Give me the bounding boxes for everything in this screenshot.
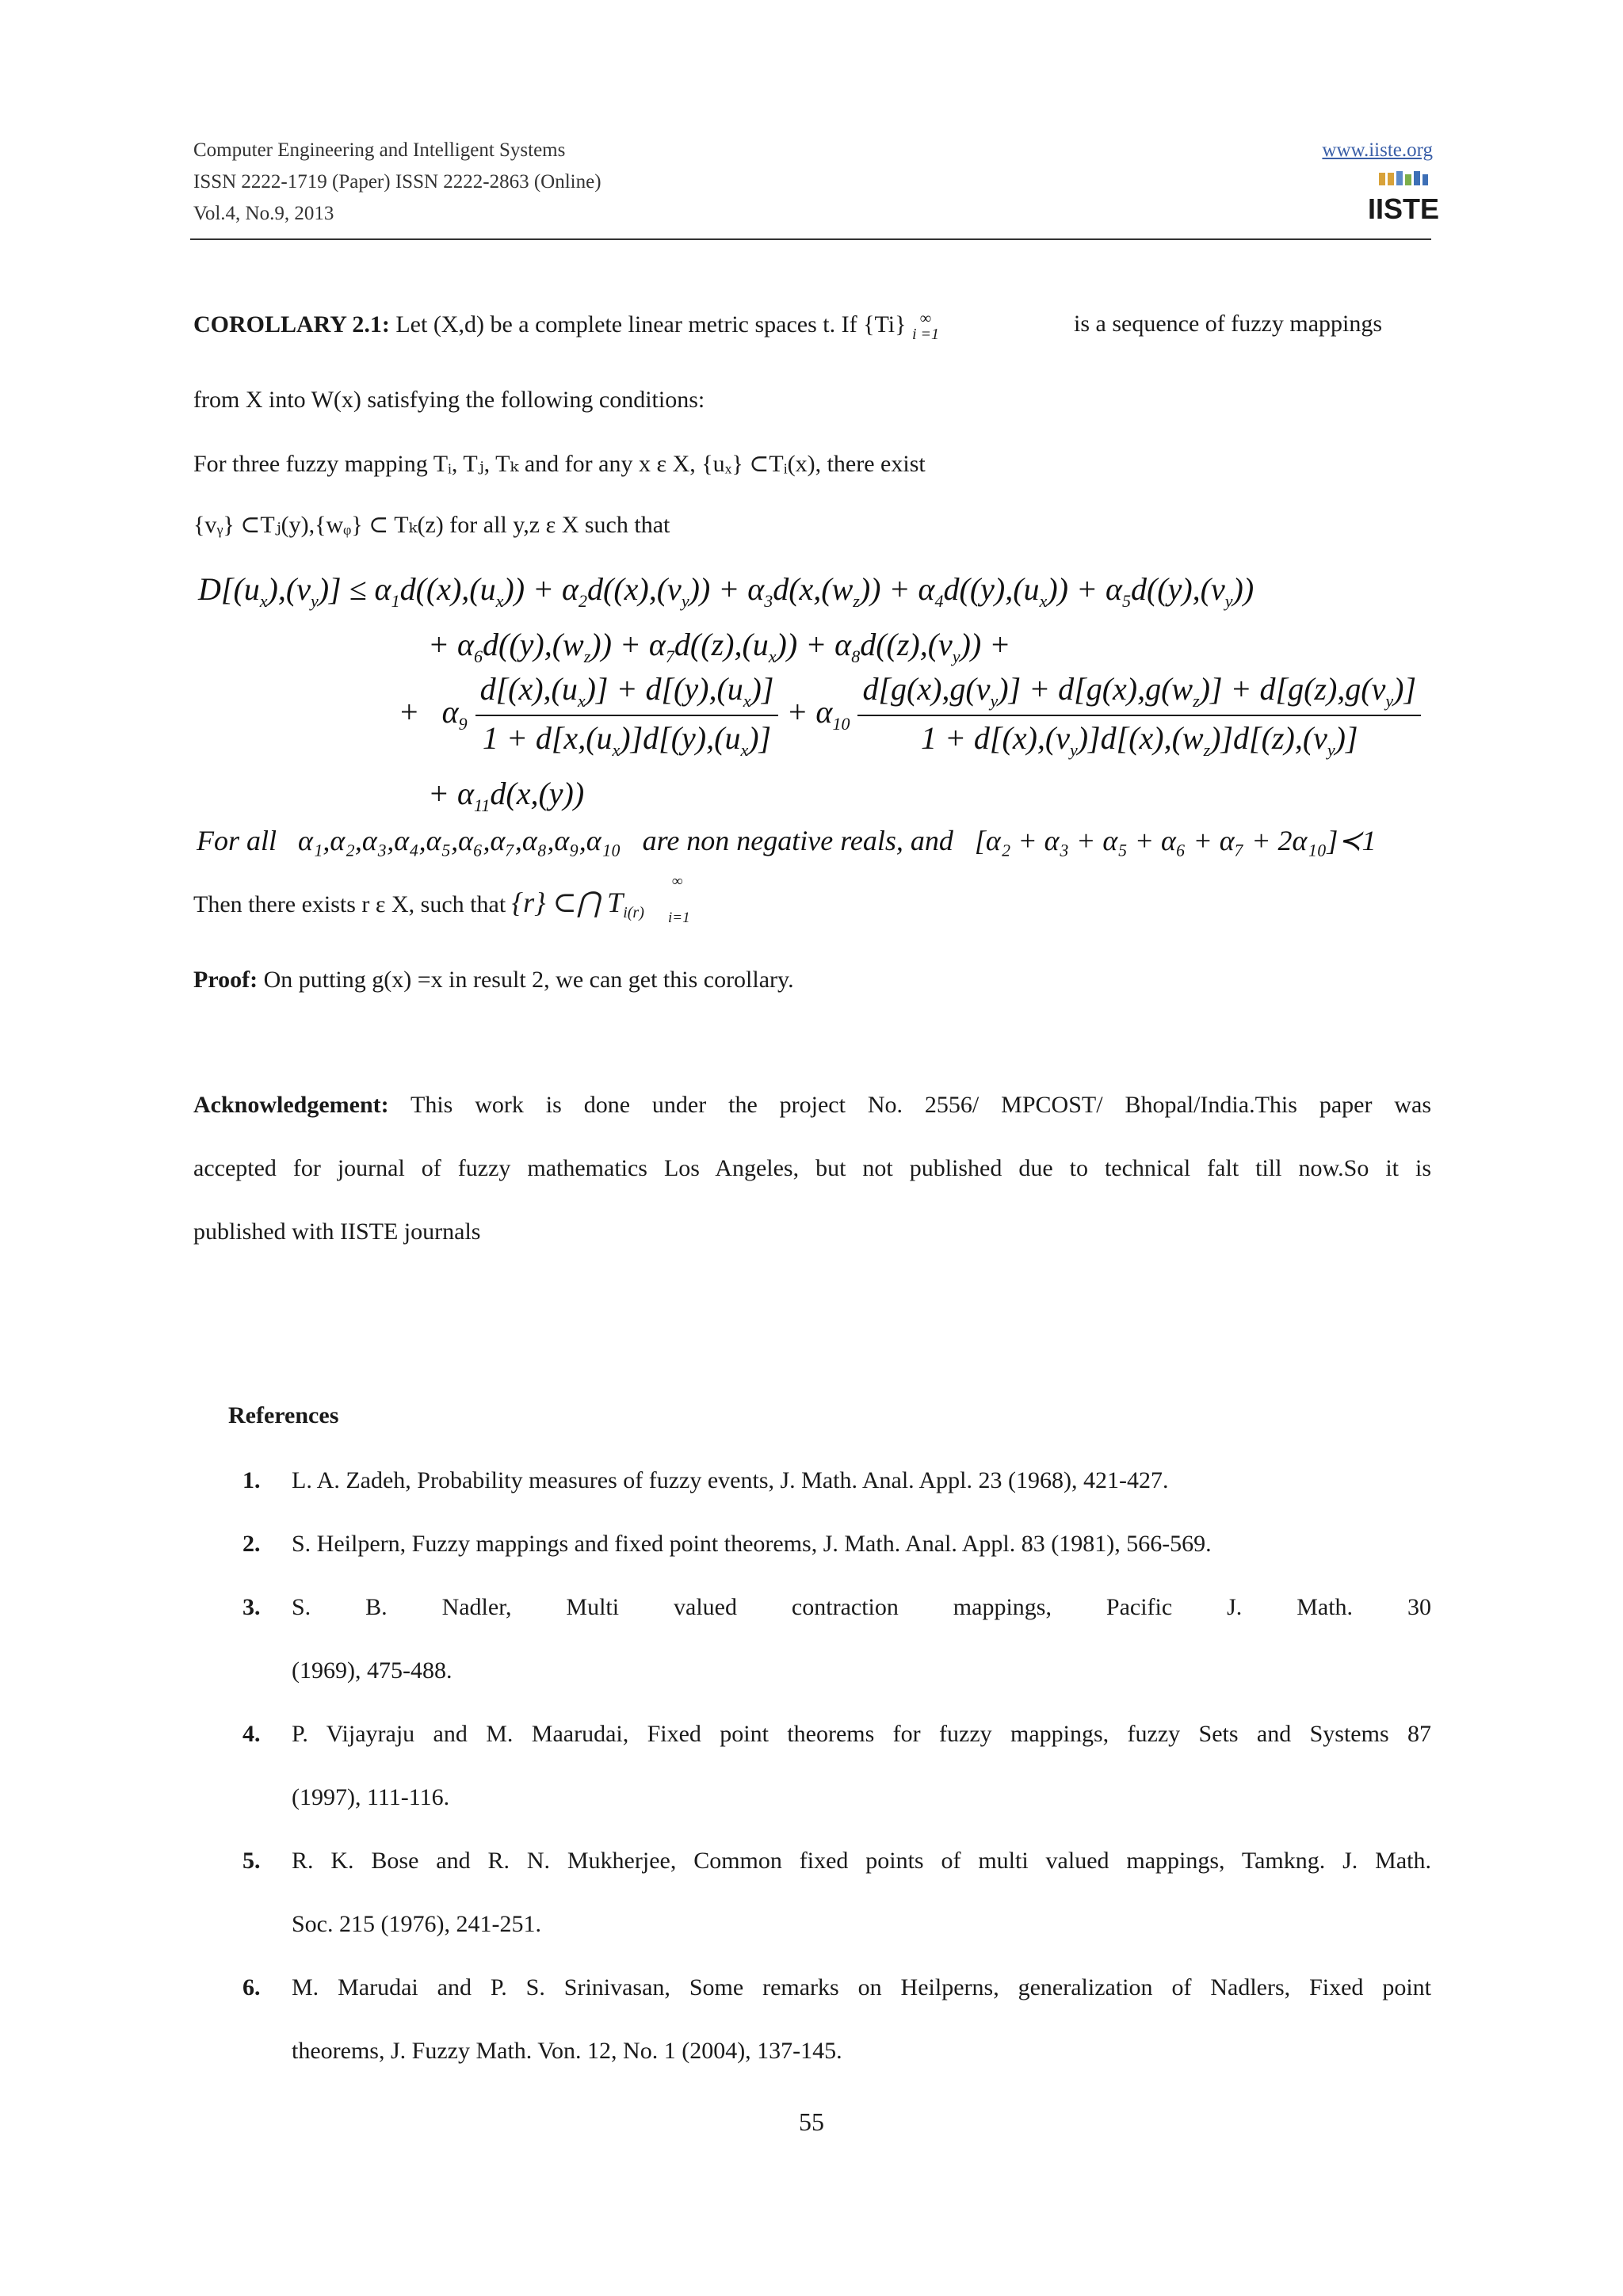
then-line (193, 886, 644, 922)
proof-label: Proof: (193, 967, 258, 993)
inequality-line-4: + $\alpha_{11}d(x,(y))$ (428, 776, 585, 815)
journal-url-link[interactable]: www.iiste.org (1322, 139, 1433, 161)
ack-line-1 (193, 1092, 1431, 1119)
corollary-label: COROLLARY 2.1: (193, 311, 390, 338)
ref-4-text-1: P. Vijayraju and M. Maarudai, Fixed point theorems for fuzzy mappings, fuzzy Sets and Systems 87 (292, 1721, 1431, 1747)
ack-label: Acknowledgement: (193, 1092, 389, 1118)
journal-title: Computer Engineering and Intelligent Systems (193, 139, 566, 161)
nonneg-text: are non negative reals, and (642, 825, 953, 856)
then-math-sub: i(r) (623, 904, 644, 921)
ref-2-text: S. Heilpern, Fuzzy mappings and fixed point theorems, J. Math. Anal. Appl. 83 (1981), 566-569. (292, 1531, 1212, 1557)
then-lower: i=1 (668, 910, 690, 926)
seq-sub: i =1 (911, 326, 940, 343)
ref-4-text-2: (1997), 111-116. (292, 1784, 450, 1810)
proof-text: On putting g(x) =x in result 2, we can get this corollary. (258, 967, 794, 993)
ref-5-text-1: R. K. Bose and R. N. Mukherjee, Common fixed points of multi valued mappings, Tamkng. J. Math. (292, 1848, 1431, 1874)
for-all-text: For all (197, 825, 277, 856)
ref-1-text: L. A. Zadeh, Probability measures of fuzzy events, J. Math. Anal. Appl. 23 (1968), 421-427. (292, 1467, 1169, 1493)
then-sup: ∞ (672, 873, 683, 890)
ref-3-text-1: S. B. Nadler, Multi valued contraction mappings, Pacific J. Math. 30 (292, 1594, 1431, 1620)
alpha-list: α₁,α₂,α₃,α₄,α₅,α₆,α₇,α₈,α₉,α₁₀ (298, 825, 621, 856)
references-title: References (228, 1402, 339, 1428)
ref-5-number: 5. (242, 1848, 261, 1874)
ref-5-text-2: Soc. 215 (1976), 241-251. (292, 1911, 541, 1937)
ref-2-number: 2. (242, 1531, 261, 1557)
proof-paragraph (193, 967, 794, 994)
ref-6-text-1: M. Marudai and P. S. Srinivasan, Some remarks on Heilperns, generalization of Nadlers, Fixed point (292, 1974, 1431, 2000)
header-rule (190, 238, 1431, 240)
corollary-text: Let (X,d) be a complete linear metric spaces t. If {Ti} (389, 311, 907, 338)
ack-line-3: published with IISTE journals (193, 1219, 481, 1245)
issn-line: ISSN 2222-1719 (Paper) ISSN 2222-2863 (Online) (193, 171, 601, 193)
volume-line: Vol.4, No.9, 2013 (193, 203, 334, 224)
ref-3-text-2: (1969), 475-488. (292, 1657, 453, 1684)
inequality-line-3: + $\alpha_9$ $\frac{d[(x),(u_x)] + d[(y),(u_x)]}{1 + d[x,(u_x)]d[(y),(u_x)]}$ + $\alpha_{10}$ $\frac{d[g(x),g(v_y)] + d[g(x),g(w_z)] + d[g(z),g(v_y)]}{1 + d[(x),(v_y)]d[(x),(w_z)]d[(z),(v_y)]}$ (400, 670, 1421, 761)
ack-text-1: This work is done under the project No. 2556/ MPCOST/ Bhopal/India.This paper was (388, 1092, 1431, 1118)
ref-4-number: 4. (242, 1721, 261, 1747)
iiste-logo-icon (1367, 170, 1440, 225)
corollary-line-2: from X into W(x) satisfying the following conditions: (193, 387, 705, 413)
page-number: 55 (799, 2107, 824, 2136)
then-math: {r} ⊂⋂ T (511, 887, 624, 918)
corollary-line-3: For three fuzzy mapping Tᵢ, Tⱼ, Tₖ and for any x ε X, {uₓ} ⊂Tᵢ(x), there exist (193, 451, 926, 477)
seq-sup: ∞ (919, 310, 932, 327)
ref-3-number: 3. (242, 1594, 261, 1620)
ref-6-number: 6. (242, 1974, 261, 2000)
corollary-line-1-end: is a sequence of fuzzy mappings (1074, 311, 1383, 337)
ref-6-text-2: theorems, J. Fuzzy Math. Von. 12, No. 1 (2004), 137-145. (292, 2038, 842, 2064)
then-text: Then there exists r ε X, such that (193, 891, 506, 917)
conditions-line (197, 824, 1377, 857)
alpha-condition: [α₂ + α₃ + α₅ + α₆ + α₇ + 2α₁₀]≺1 (974, 825, 1377, 856)
logo-text: IISTE (1367, 193, 1440, 225)
inequality-line-2: + $\alpha_6d((y),(w_z)) + \alpha_7d((z),(u_x)) + \alpha_8d((z),(v_y))$ + (428, 627, 1011, 666)
corollary-line-1 (193, 311, 939, 342)
ack-line-2: accepted for journal of fuzzy mathematics Los Angeles, but not published due to technical falt till now.So it is (193, 1155, 1431, 1181)
corollary-line-4: {vᵧ} ⊂Tⱼ(y),{wᵩ} ⊂ Tₖ(z) for all y,z ε X such that (193, 512, 670, 538)
ref-1-number: 1. (242, 1467, 261, 1493)
inequality-line-1: $D[(u_x),(v_y)] \le \alpha_1d((x),(u_x)) + \alpha_2d((x),(v_y)) + \alpha_3d(x,(w_z)) + \alpha_4d((y),(u_x)) + \alpha_5d((y),(v_y))$ (198, 571, 1254, 611)
